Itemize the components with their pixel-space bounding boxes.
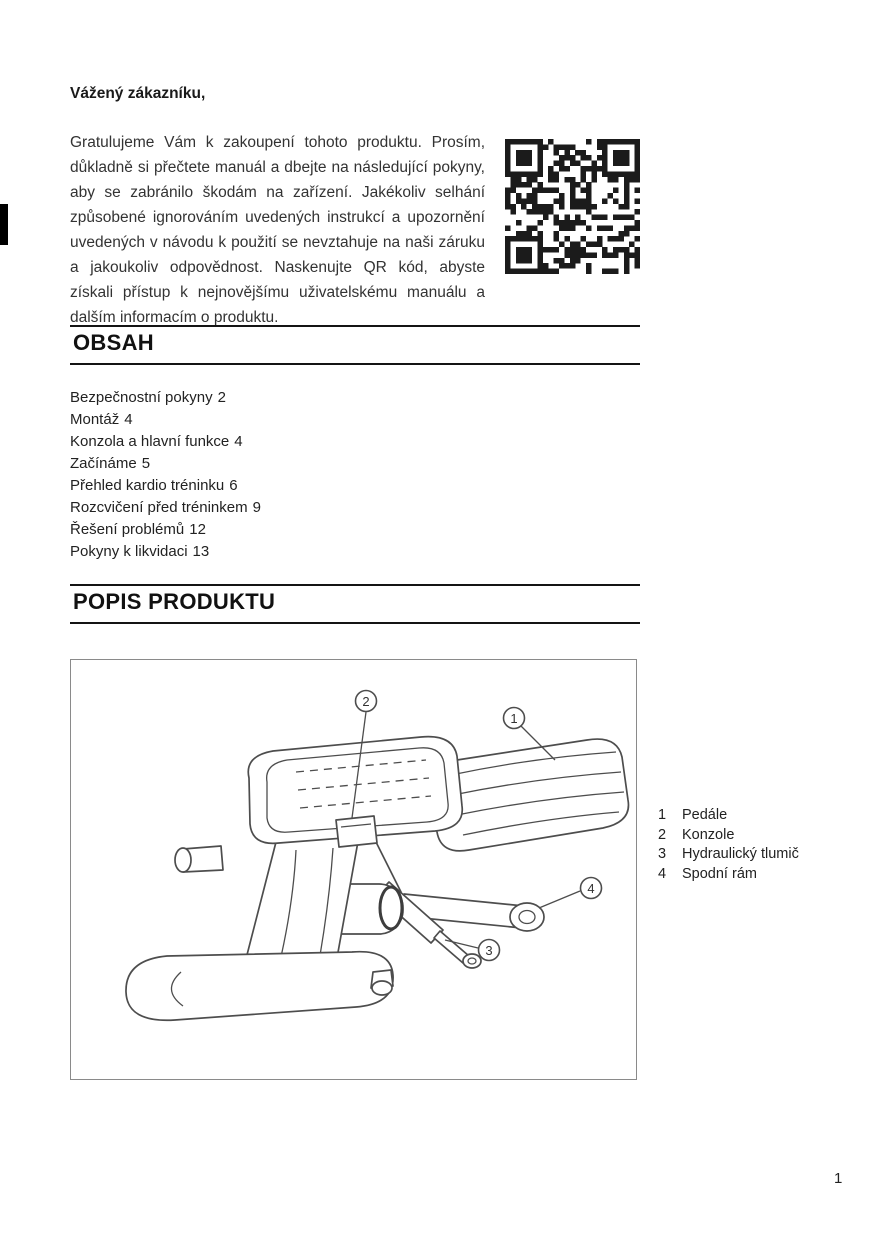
toc-item-label: Začínáme <box>70 455 137 472</box>
legend-item-number: 1 <box>658 807 667 823</box>
binding-mark <box>0 204 8 245</box>
toc-item <box>70 431 261 453</box>
qr-code <box>505 139 640 274</box>
legend-item-label: Hydraulický tlumič <box>682 846 799 862</box>
toc-item <box>70 475 261 497</box>
svg-text:2: 2 <box>362 694 370 709</box>
legend-item <box>658 806 799 826</box>
toc-item-label: Montáž <box>70 411 120 428</box>
toc-item-label: Přehled kardio tréninku <box>70 477 225 494</box>
toc-item-label: Konzola a hlavní funkce <box>70 433 230 450</box>
toc-item-page: 12 <box>189 521 206 538</box>
toc-item-label: Pokyny k likvidaci <box>70 543 188 560</box>
product-figure <box>70 659 637 1080</box>
greeting: Vážený zákazníku, <box>70 85 206 102</box>
legend-item-label: Spodní rám <box>682 865 757 882</box>
page-number: 1 <box>834 1170 843 1187</box>
toc-item-page: 5 <box>141 455 151 472</box>
legend-item-label: Konzole <box>682 826 735 843</box>
product-illustration <box>71 660 636 1079</box>
intro-paragraph: Gratulujeme Vám k zakoupení tohoto produktu. Prosím, důkladně si přečtete manuál a dbejte na následující pokyny, aby se zabránilo škodám na zařízení. Jakékoliv selhání způsobené ignorováním uvedených instrukcí a upozornění uvedených v návodu k použití se nevztahuje na naši záruku a jakoukoliv odpovědnost. Naskenujte QR kód, abyste získali přístup k nejnovějšímu uživatelskému manuálu a dalším informacím o produktu. <box>70 134 485 326</box>
toc-item-page: 13 <box>192 543 210 560</box>
legend-item-number: 3 <box>658 846 667 862</box>
toc-item-page: 9 <box>252 499 261 516</box>
toc-item-page: 4 <box>234 433 243 450</box>
toc-item <box>70 541 261 563</box>
legend-item <box>658 845 799 865</box>
toc-list <box>70 387 261 563</box>
toc-item-label: Bezpečnostní pokyny <box>70 389 213 406</box>
toc-item <box>70 519 261 541</box>
toc-item <box>70 409 261 431</box>
toc-item-label: Řešení problémů <box>70 521 185 538</box>
toc-item-label: Rozcvičení před tréninkem <box>70 499 248 516</box>
legend-item <box>658 865 799 885</box>
toc-item-page: 4 <box>124 411 133 428</box>
callout-4 <box>539 878 602 909</box>
toc-item-page: 6 <box>229 477 238 494</box>
svg-text:4: 4 <box>587 881 595 896</box>
svg-text:1: 1 <box>510 711 518 726</box>
toc-item <box>70 387 261 409</box>
product-legend <box>658 806 799 884</box>
legend-item-number: 4 <box>658 865 667 882</box>
legend-item-label: Pedále <box>682 807 728 823</box>
toc-item <box>70 453 261 475</box>
legend-item-number: 2 <box>658 826 667 843</box>
toc-item-page: 2 <box>217 389 226 406</box>
intro-section <box>70 130 640 330</box>
legend-item <box>658 826 799 846</box>
toc-item <box>70 497 261 519</box>
obsah-heading: OBSAH <box>70 325 640 365</box>
product-description-heading: POPIS PRODUKTU <box>70 584 640 624</box>
svg-text:3: 3 <box>485 943 493 958</box>
